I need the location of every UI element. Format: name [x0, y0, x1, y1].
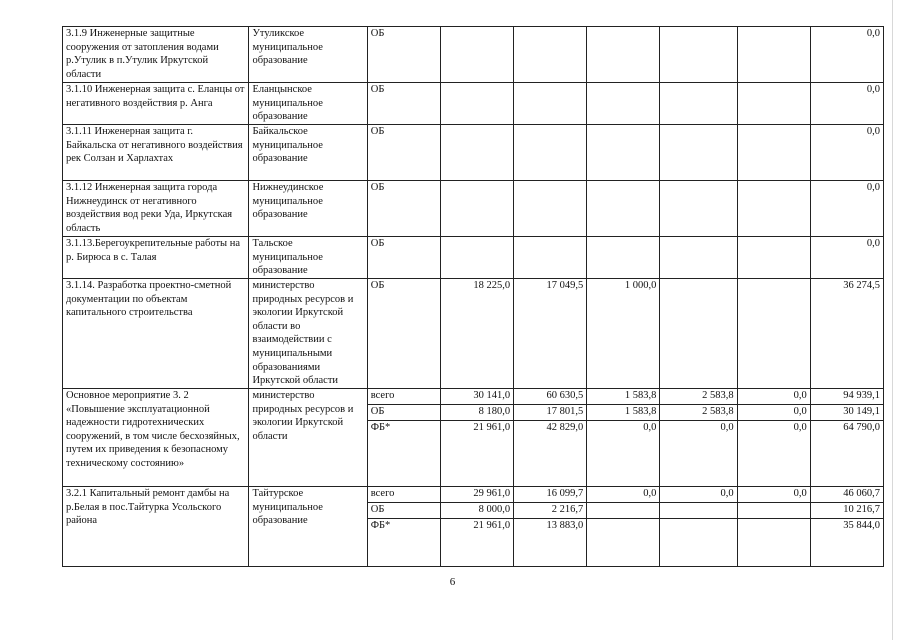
- table-cell: 3.1.11 Инженерная защита г. Байкальска от негативного воздействия рек Солзан и Харлахтах: [63, 125, 249, 181]
- table-cell: [440, 27, 513, 83]
- table-cell: [440, 83, 513, 125]
- table-cell: 29 961,0: [440, 487, 513, 503]
- table-cell: 1 583,8: [587, 405, 660, 421]
- table-row: [63, 487, 884, 503]
- table-cell: [587, 27, 660, 83]
- table-cell: [737, 27, 810, 83]
- table-cell: [514, 237, 587, 279]
- table-cell: 64 790,0: [810, 421, 883, 487]
- table-cell: [514, 83, 587, 125]
- table-cell: 0,0: [660, 487, 737, 503]
- table-cell: 8 000,0: [440, 503, 513, 519]
- table-cell: 0,0: [810, 27, 883, 83]
- table-cell: ОБ: [367, 83, 440, 125]
- table-cell: [660, 125, 737, 181]
- table-cell: [737, 237, 810, 279]
- table-cell: [514, 27, 587, 83]
- table-cell: ОБ: [367, 237, 440, 279]
- table-cell: 60 630,5: [514, 389, 587, 405]
- table-cell: 94 939,1: [810, 389, 883, 405]
- table-cell: 42 829,0: [514, 421, 587, 487]
- table-cell: Нижнеудинское муниципальное образование: [249, 181, 367, 237]
- table-cell: 0,0: [737, 421, 810, 487]
- table-cell: 30 141,0: [440, 389, 513, 405]
- table-cell: 46 060,7: [810, 487, 883, 503]
- table-cell: 3.1.14. Разработка проектно-сметной документации по объектам капитального строительства: [63, 279, 249, 389]
- table-cell: 3.2.1 Капитальный ремонт дамбы на р.Белая в пос.Тайтурка Усольского района: [63, 487, 249, 567]
- table-row: [63, 125, 884, 181]
- table-cell: [737, 181, 810, 237]
- table-cell: 0,0: [737, 389, 810, 405]
- table-cell: 16 099,7: [514, 487, 587, 503]
- table-cell: [587, 503, 660, 519]
- table-row: [63, 279, 884, 389]
- table-cell: ОБ: [367, 125, 440, 181]
- table-cell: 1 000,0: [587, 279, 660, 389]
- table-cell: [587, 237, 660, 279]
- table-cell: 17 049,5: [514, 279, 587, 389]
- table-cell: 2 216,7: [514, 503, 587, 519]
- table-cell: всего: [367, 487, 440, 503]
- table-cell: 0,0: [587, 487, 660, 503]
- table-cell: министерство природных ресурсов и экологии Иркутской области: [249, 389, 367, 487]
- table-cell: ОБ: [367, 503, 440, 519]
- table-cell: [660, 83, 737, 125]
- table-cell: 0,0: [810, 125, 883, 181]
- table-cell: ОБ: [367, 405, 440, 421]
- table-cell: 17 801,5: [514, 405, 587, 421]
- table-cell: Утуликское муниципальное образование: [249, 27, 367, 83]
- table-row: [63, 237, 884, 279]
- table-row: [63, 83, 884, 125]
- table-cell: Тальское муниципальное образование: [249, 237, 367, 279]
- table-cell: [514, 181, 587, 237]
- table-cell: Еланцынское муниципальное образование: [249, 83, 367, 125]
- table-cell: 30 149,1: [810, 405, 883, 421]
- table-cell: Основное мероприятие 3. 2 «Повышение эксплуатационной надежности гидротехнических сооружений, в том числе бесхозяйных, путем их приведения к безопасному техническому состоянию»: [63, 389, 249, 487]
- table-cell: 0,0: [737, 487, 810, 503]
- table-cell: [660, 279, 737, 389]
- table-cell: [514, 125, 587, 181]
- table-cell: 0,0: [810, 83, 883, 125]
- table-cell: [440, 125, 513, 181]
- table-cell: 21 961,0: [440, 421, 513, 487]
- table-cell: [587, 181, 660, 237]
- table-cell: Байкальское муниципальное образование: [249, 125, 367, 181]
- table-body: [63, 27, 884, 567]
- table-cell: [660, 519, 737, 567]
- table-cell: ОБ: [367, 181, 440, 237]
- table-cell: ОБ: [367, 279, 440, 389]
- table-cell: 18 225,0: [440, 279, 513, 389]
- scan-edge-line: [892, 0, 893, 640]
- table-cell: министерство природных ресурсов и экологии Иркутской области во взаимодействии с муниципальными образованиями Иркутской области: [249, 279, 367, 389]
- table-cell: [587, 519, 660, 567]
- table-cell: Тайтурское муниципальное образование: [249, 487, 367, 567]
- table-cell: 2 583,8: [660, 405, 737, 421]
- document-page: [62, 26, 884, 567]
- table-cell: 10 216,7: [810, 503, 883, 519]
- table-cell: ФБ*: [367, 519, 440, 567]
- table-cell: всего: [367, 389, 440, 405]
- table-cell: [737, 503, 810, 519]
- table-cell: 2 583,8: [660, 389, 737, 405]
- table-cell: 21 961,0: [440, 519, 513, 567]
- budget-table: [62, 26, 884, 567]
- table-cell: 3.1.9 Инженерные защитные сооружения от затопления водами р.Утулик в п.Утулик Иркутской области: [63, 27, 249, 83]
- table-cell: 0,0: [660, 421, 737, 487]
- page-number: 6: [449, 576, 456, 588]
- table-cell: ФБ*: [367, 421, 440, 487]
- table-cell: 3.1.13.Берегоукрепительные работы на р. Бирюса в с. Талая: [63, 237, 249, 279]
- table-cell: 3.1.12 Инженерная защита города Нижнеудинск от негативного воздействия вод реки Уда, Иркутская область: [63, 181, 249, 237]
- table-cell: [737, 125, 810, 181]
- table-cell: [660, 503, 737, 519]
- table-cell: [440, 237, 513, 279]
- table-cell: 0,0: [737, 405, 810, 421]
- table-cell: 35 844,0: [810, 519, 883, 567]
- table-cell: [660, 27, 737, 83]
- table-cell: [737, 279, 810, 389]
- table-cell: [737, 519, 810, 567]
- table-cell: 1 583,8: [587, 389, 660, 405]
- table-cell: 0,0: [810, 181, 883, 237]
- table-cell: 0,0: [810, 237, 883, 279]
- table-cell: [587, 125, 660, 181]
- table-cell: ОБ: [367, 27, 440, 83]
- table-cell: 8 180,0: [440, 405, 513, 421]
- table-cell: 36 274,5: [810, 279, 883, 389]
- table-cell: 0,0: [587, 421, 660, 487]
- table-cell: [440, 181, 513, 237]
- table-row: [63, 27, 884, 83]
- table-row: [63, 389, 884, 405]
- table-cell: [587, 83, 660, 125]
- table-cell: 3.1.10 Инженерная защита с. Еланцы от негативного воздействия р. Анга: [63, 83, 249, 125]
- table-cell: [660, 237, 737, 279]
- table-row: [63, 181, 884, 237]
- table-cell: [737, 83, 810, 125]
- table-cell: [660, 181, 737, 237]
- table-cell: 13 883,0: [514, 519, 587, 567]
